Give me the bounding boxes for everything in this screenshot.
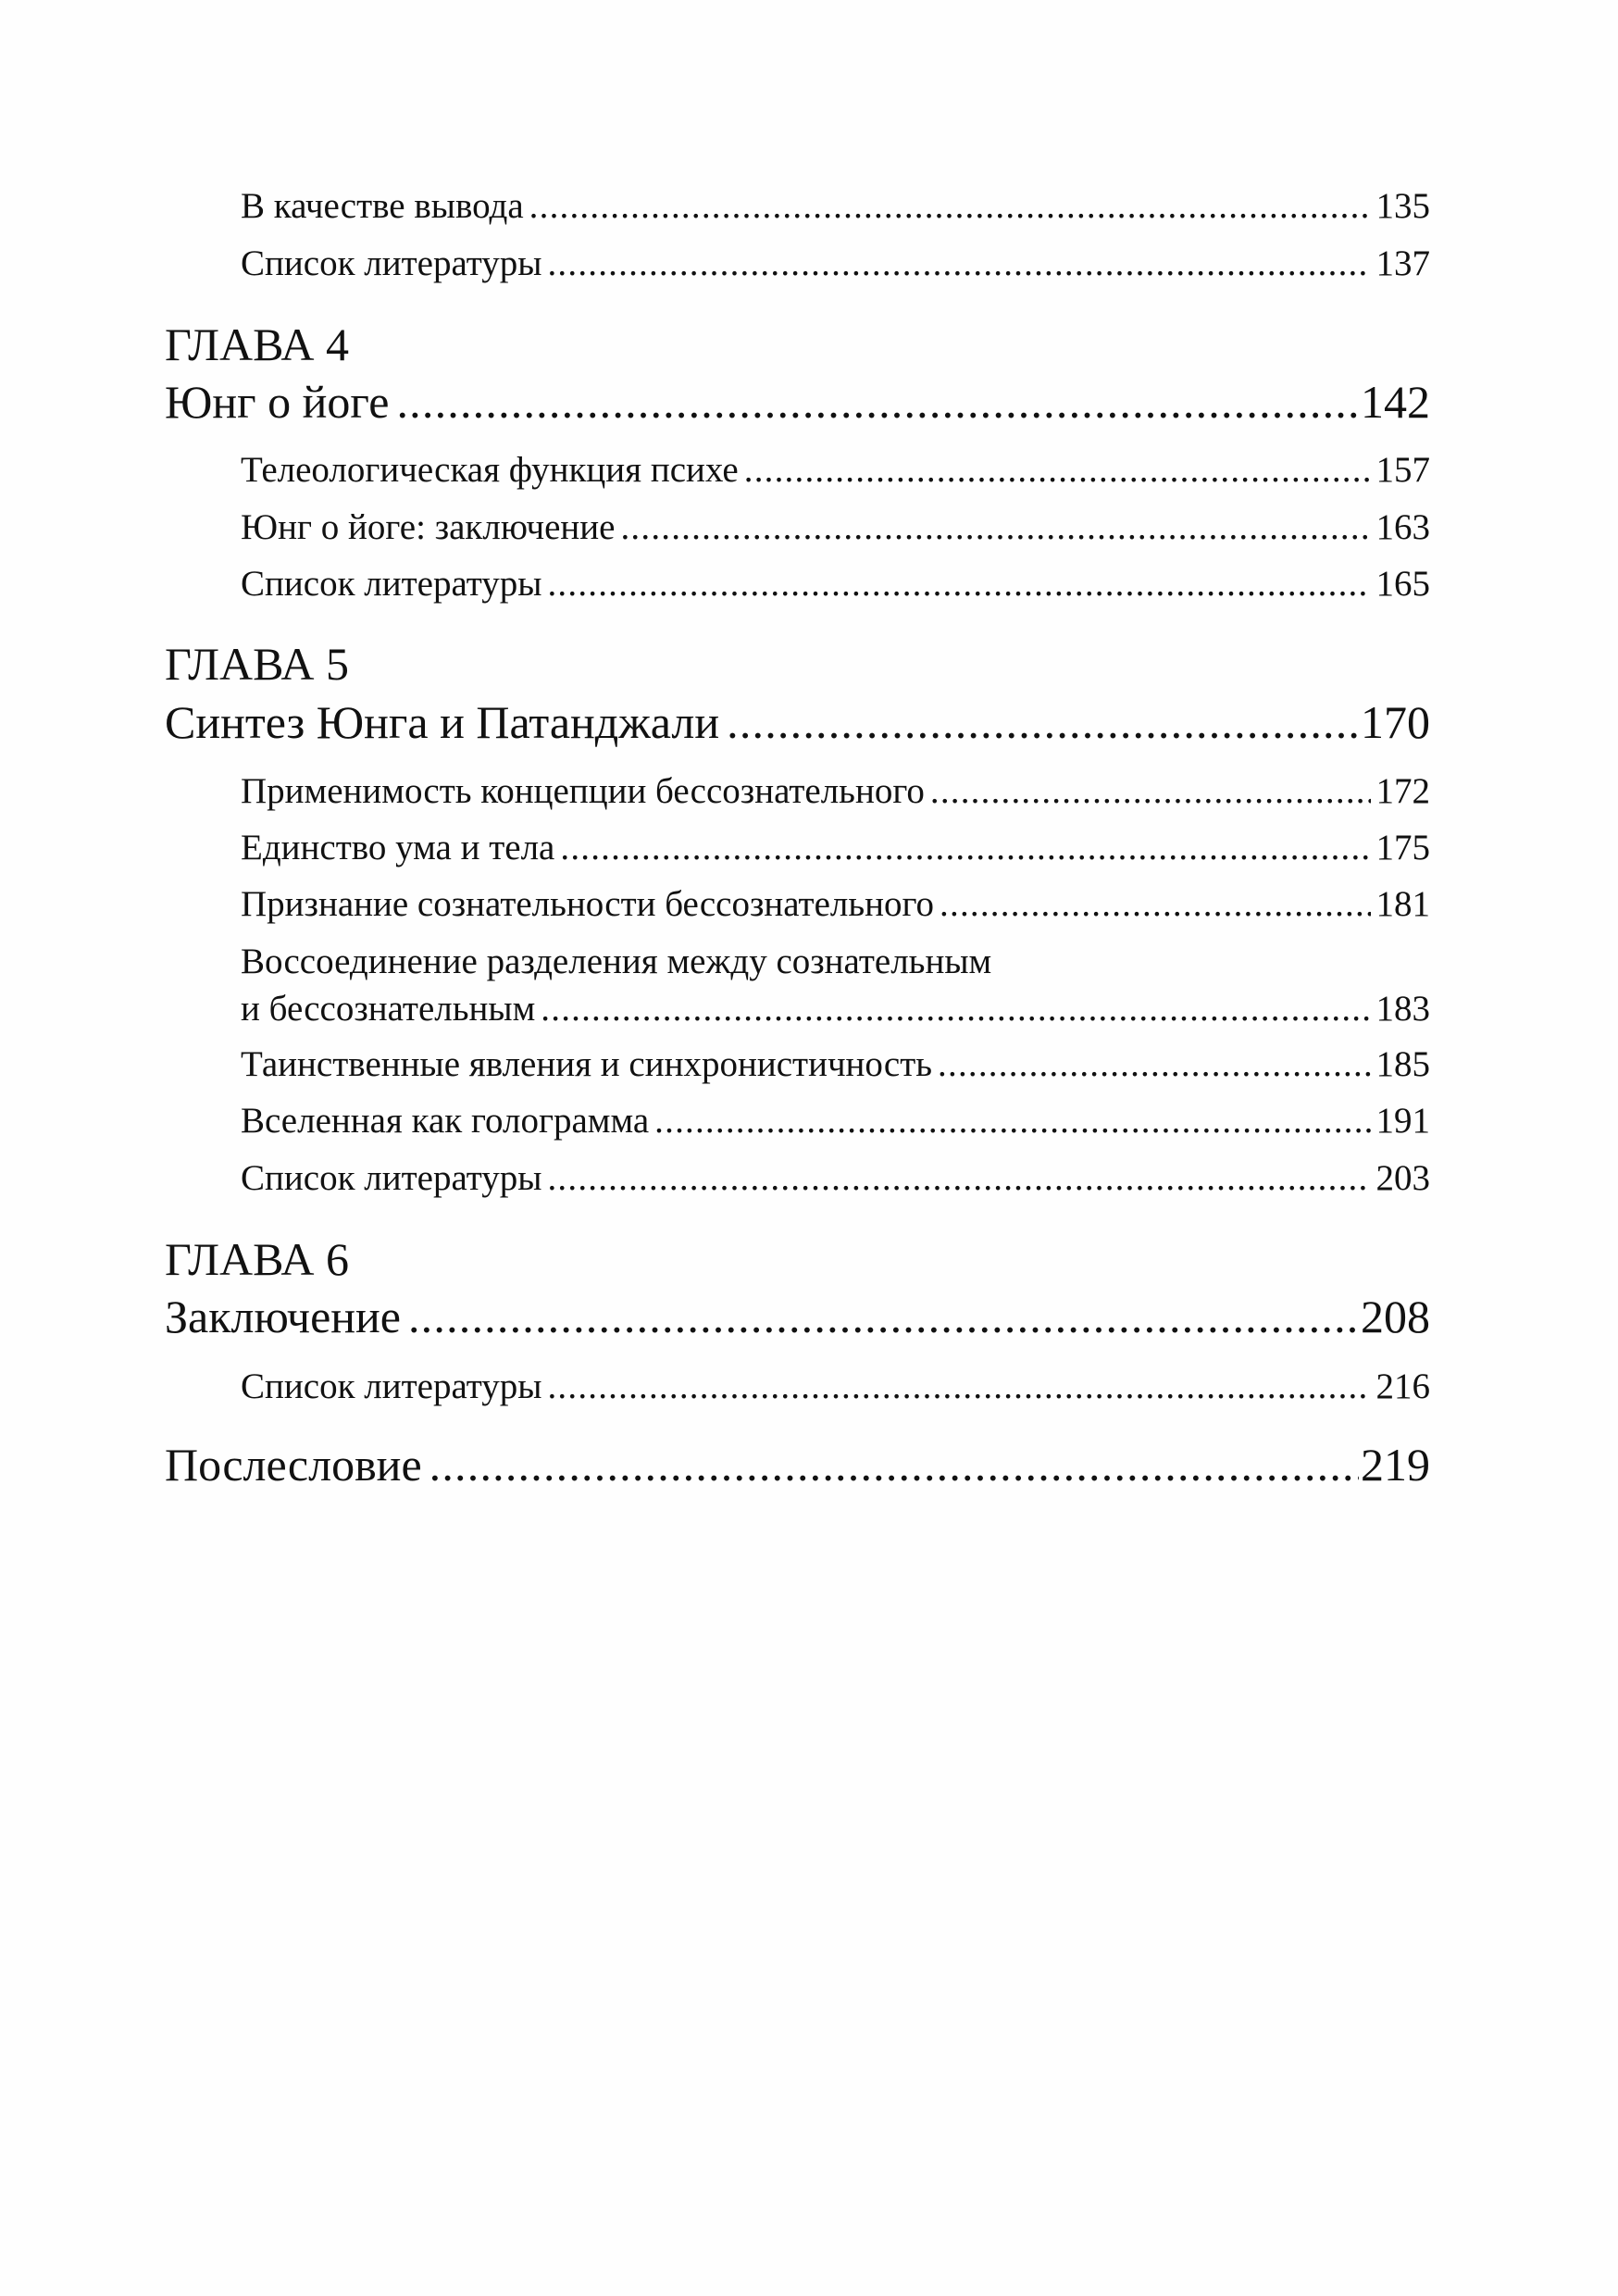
chapter-title: Заключение bbox=[165, 1291, 401, 1342]
chapter-entry[interactable] bbox=[165, 375, 1430, 429]
toc-entry-page: 137 bbox=[1375, 243, 1430, 283]
toc-entry-title: и бессознательным bbox=[241, 989, 536, 1029]
toc-entry-title: Применимость концепции бессознательного bbox=[241, 771, 925, 811]
toc-entry[interactable] bbox=[241, 1157, 1430, 1199]
toc-entry-page: 163 bbox=[1375, 507, 1430, 547]
chapter-entry[interactable] bbox=[165, 1290, 1430, 1343]
toc-entry-page: 165 bbox=[1375, 564, 1430, 604]
toc-entry[interactable] bbox=[241, 988, 1430, 1029]
chapter-title: Юнг о йоге bbox=[165, 376, 390, 428]
chapter-page: 208 bbox=[1361, 1291, 1430, 1342]
toc-entry-page: 191 bbox=[1375, 1101, 1430, 1141]
dot-leader bbox=[541, 988, 1370, 1029]
toc-entry[interactable] bbox=[241, 506, 1430, 548]
toc-entry-title: Телеологическая функция психе bbox=[241, 450, 739, 490]
chapter-label: ГЛАВА 6 bbox=[165, 1233, 349, 1285]
toc-entry-page: 185 bbox=[1375, 1044, 1430, 1084]
toc-entry-page: 181 bbox=[1375, 884, 1430, 924]
dot-leader bbox=[744, 449, 1371, 491]
toc-entry-title-line1[interactable]: Воссоединение разделения между сознательным bbox=[241, 942, 992, 981]
toc-entry-title: Таинственные явления и синхронистичность bbox=[241, 1044, 933, 1084]
toc-entry[interactable] bbox=[241, 449, 1430, 491]
chapter-label: ГЛАВА 5 bbox=[165, 638, 349, 690]
dot-leader bbox=[727, 695, 1359, 749]
toc-entry[interactable] bbox=[241, 770, 1430, 812]
chapter-page: 170 bbox=[1361, 696, 1430, 748]
toc-entry-title: Юнг о йоге: заключение bbox=[241, 507, 616, 547]
afterword-title: Послесловие bbox=[165, 1439, 422, 1491]
toc-entry-title: Признание сознательности бессознательного bbox=[241, 884, 935, 924]
toc-entry[interactable] bbox=[241, 563, 1430, 605]
chapter-entry[interactable] bbox=[165, 695, 1430, 749]
toc-entry[interactable] bbox=[241, 827, 1430, 868]
afterword-page: 219 bbox=[1361, 1439, 1430, 1491]
dot-leader bbox=[547, 1157, 1370, 1199]
toc-entry[interactable] bbox=[241, 1366, 1430, 1407]
chapter-title: Синтез Юнга и Патанджали bbox=[165, 696, 720, 748]
toc-entry[interactable] bbox=[241, 185, 1430, 227]
dot-leader bbox=[654, 1100, 1370, 1142]
dot-leader bbox=[930, 770, 1371, 812]
dot-leader bbox=[396, 375, 1359, 429]
toc-entry-title: Список литературы bbox=[241, 564, 542, 604]
chapter-label: ГЛАВА 4 bbox=[165, 318, 349, 370]
dot-leader bbox=[547, 243, 1370, 284]
toc-entry-title: Список литературы bbox=[241, 1158, 542, 1198]
toc-entry[interactable] bbox=[241, 243, 1430, 284]
toc-entry-title: Список литературы bbox=[241, 1366, 542, 1406]
dot-leader bbox=[547, 1366, 1370, 1407]
toc-entry-page: 157 bbox=[1375, 450, 1430, 490]
toc-entry-page: 172 bbox=[1375, 771, 1430, 811]
dot-leader bbox=[620, 506, 1370, 548]
dot-leader bbox=[408, 1290, 1359, 1343]
chapter-page: 142 bbox=[1361, 376, 1430, 428]
toc-entry-title: В качестве вывода bbox=[241, 186, 524, 226]
toc-entry-page: 135 bbox=[1375, 186, 1430, 226]
toc-entry[interactable] bbox=[241, 883, 1430, 925]
toc-entry-page: 175 bbox=[1375, 828, 1430, 867]
toc-entry[interactable] bbox=[241, 1043, 1430, 1085]
dot-leader bbox=[547, 563, 1370, 605]
dot-leader bbox=[429, 1438, 1359, 1491]
afterword-entry[interactable] bbox=[165, 1438, 1430, 1491]
toc-entry-title: Список литературы bbox=[241, 243, 542, 283]
toc-entry-title: Единство ума и тела bbox=[241, 828, 555, 867]
toc-entry-page: 183 bbox=[1375, 989, 1430, 1029]
toc-entry-page: 203 bbox=[1375, 1158, 1430, 1198]
toc-entry[interactable] bbox=[241, 1100, 1430, 1142]
dot-leader bbox=[560, 827, 1370, 868]
toc-entry-title: Вселенная как голограмма bbox=[241, 1101, 650, 1141]
dot-leader bbox=[529, 185, 1371, 227]
dot-leader bbox=[938, 1043, 1370, 1085]
toc-entry-page: 216 bbox=[1375, 1366, 1430, 1406]
dot-leader bbox=[940, 883, 1370, 925]
